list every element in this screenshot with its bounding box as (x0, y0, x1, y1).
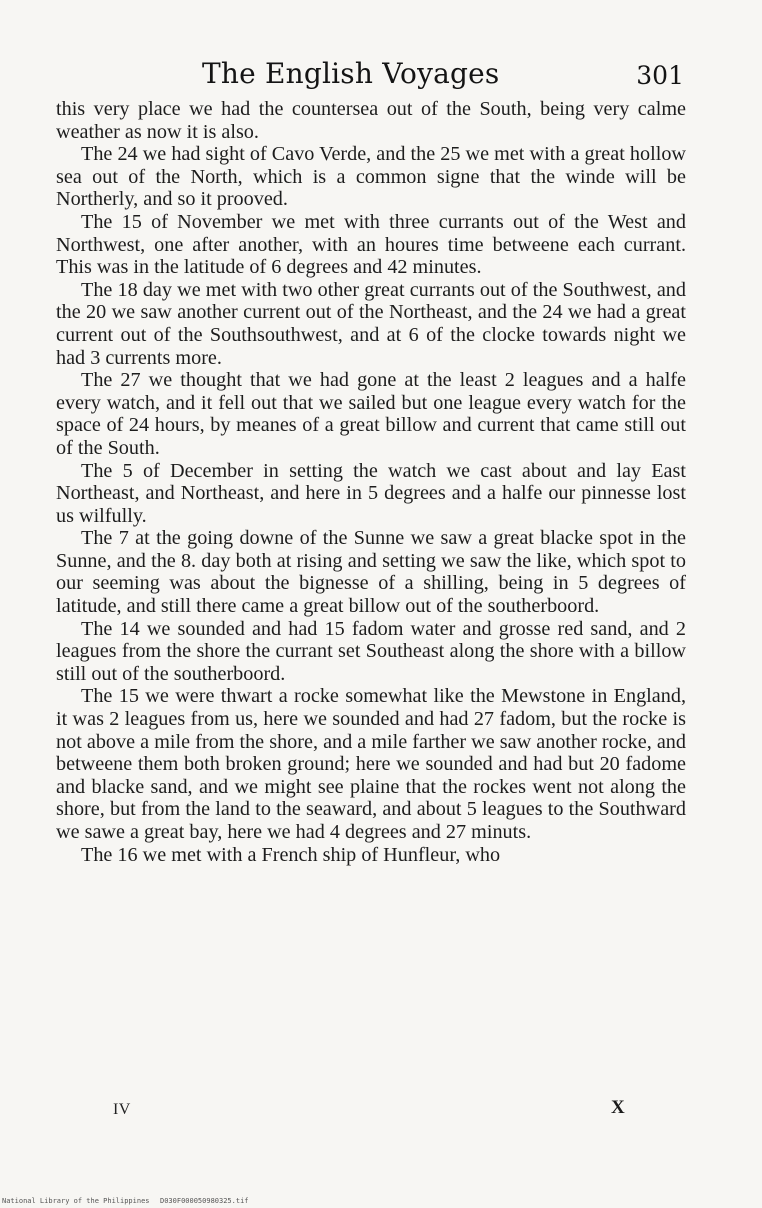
paragraph: The 15 we were thwart a rocke somewhat like the Mewstone in England, it was 2 leagues from us, here we sounded and had 27 fadom, but the rocke is not above a mile from the shore, and a mile farther we saw another rocke, and betweene them both broken ground; here we sounded and had but 20 fadome and blacke sand, and we might see plaine that the rockes went not along the shore, but from the land to the seaward, and about 5 leagues to the Southward we sawe a great bay, here we had 4 degrees and 27 minuts. (56, 685, 686, 843)
signature-letter: X (611, 1097, 625, 1118)
running-title: The English Voyages (202, 57, 500, 90)
running-head (56, 56, 686, 96)
paragraph: The 18 day we met with two other great currants out of the Southwest, and the 20 we saw another current out of the Northeast, and the 24 we had a great current out of the Southsouthwest, and at 6 of the clocke towards night we had 3 currents more. (56, 278, 686, 369)
scan-file-reference: D030F000050980325.tif (160, 1197, 249, 1205)
paragraph: The 24 we had sight of Cavo Verde, and the 25 we met with a great hollow sea out of the North, which is a common signe that the winde will be Northerly, and so it prooved. (56, 143, 686, 211)
body-text (56, 98, 686, 866)
signature-volume: IV (113, 1101, 131, 1118)
page-number: 301 (636, 61, 684, 90)
paragraph: The 15 of November we met with three currants out of the West and Northwest, one after another, with an houres time betweene each currant. This was in the latitude of 6 degrees and 42 minutes. (56, 210, 686, 279)
scan-footer (0, 1195, 762, 1208)
paragraph: The 16 we met with a French ship of Hunfleur, who (81, 843, 501, 866)
paragraph: The 27 we thought that we had gone at the least 2 leagues and a halfe every watch, and it fell out that we sailed but one league every watch for the space of 24 hours, by meanes of a great billow and current that came still out of the South. (56, 369, 686, 459)
paragraph: The 7 at the going downe of the Sunne we saw a great blacke spot in the Sunne, and the 8. day both at rising and setting we saw the like, which spot to our seeming was about the bignesse of a shilling, being in 5 degrees of latitude, and still there came a great billow out of the southerboord. (56, 527, 686, 618)
paragraph: The 14 we sounded and had 15 fadom water and grosse red sand, and 2 leagues from the shore the currant set Southeast along the shore with a billow still out of the southerboord. (56, 617, 686, 685)
paragraph: The 5 of December in setting the watch we cast about and lay East Northeast, and Northeast, and here in 5 degrees and a halfe our pinnesse lost us wilfully. (56, 459, 686, 527)
paragraph: this very place we had the countersea out of the South, being very calme weather as now it is also. (56, 98, 686, 143)
scan-library-label: National Library of the Philippines (2, 1197, 150, 1205)
